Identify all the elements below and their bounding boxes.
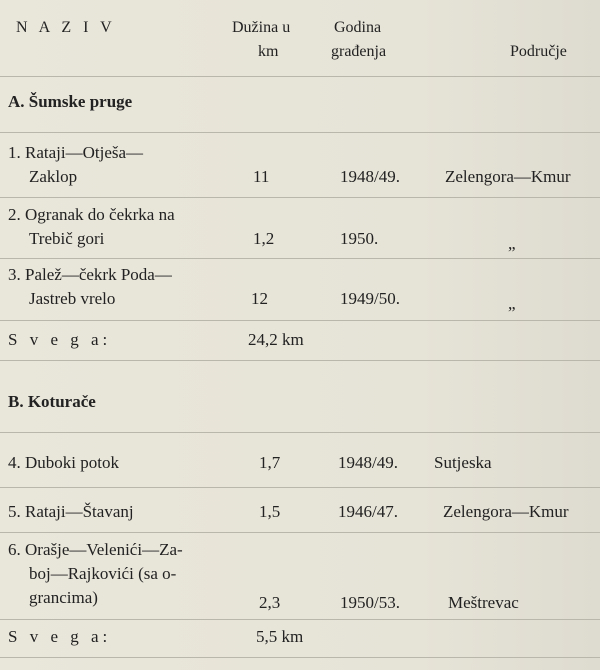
section-a-title: A. Šumske pruge bbox=[8, 92, 133, 111]
header-divider bbox=[0, 76, 600, 77]
row-divider bbox=[0, 258, 600, 259]
row-6-name-line1: 6. Orašje—Velenići—Za- bbox=[8, 540, 183, 559]
row-2-year: 1950. bbox=[340, 229, 379, 248]
row-6-length: 2,3 bbox=[259, 593, 281, 612]
row-2-length: 1,2 bbox=[253, 229, 275, 248]
row-5-length: 1,5 bbox=[259, 502, 281, 521]
row-divider bbox=[0, 619, 600, 620]
header-godina-line2: građenja bbox=[331, 43, 387, 60]
row-2-name-line2: Trebič gori bbox=[29, 229, 105, 248]
row-divider bbox=[0, 487, 600, 488]
row-divider bbox=[0, 197, 600, 198]
section-b-title: B. Koturače bbox=[8, 392, 96, 411]
row-1-name-line2: Zaklop bbox=[29, 167, 78, 186]
row-4-length: 1,7 bbox=[259, 453, 281, 472]
header-podrucje: Područje bbox=[510, 43, 567, 60]
row-divider bbox=[0, 432, 600, 433]
header-duzina-line1: Dužina u bbox=[232, 19, 291, 36]
section-b-total-value: 5,5 km bbox=[256, 627, 304, 646]
section-b-total-label: S v e g a: bbox=[8, 627, 112, 646]
row-3-length: 12 bbox=[251, 289, 268, 308]
row-divider bbox=[0, 532, 600, 533]
row-4-name: 4. Duboki potok bbox=[8, 453, 119, 472]
row-1-area: Zelengora—Kmur bbox=[445, 167, 571, 186]
row-6-name-line3: grancima) bbox=[29, 588, 98, 607]
row-1-name-line1: 1. Rataji—Otješa— bbox=[8, 143, 144, 162]
row-divider bbox=[0, 657, 600, 658]
row-3-year: 1949/50. bbox=[340, 289, 400, 308]
section-a-total-value: 24,2 km bbox=[248, 330, 304, 349]
row-5-area: Zelengora—Kmur bbox=[443, 502, 569, 521]
row-1-length: 11 bbox=[253, 167, 270, 186]
row-3-name-line1: 3. Palež—čekrk Poda— bbox=[8, 265, 172, 284]
row-2-area-ditto: „ bbox=[508, 234, 516, 253]
row-4-area: Sutjeska bbox=[434, 453, 492, 472]
row-divider bbox=[0, 360, 600, 361]
row-divider bbox=[0, 320, 600, 321]
row-6-area: Meštrevac bbox=[448, 593, 519, 612]
row-4-year: 1948/49. bbox=[338, 453, 398, 472]
row-3-area-ditto: „ bbox=[508, 294, 516, 313]
row-6-year: 1950/53. bbox=[340, 593, 400, 612]
row-5-year: 1946/47. bbox=[338, 502, 398, 521]
row-3-name-line2: Jastreb vrelo bbox=[29, 289, 116, 308]
header-godina-line1: Godina bbox=[334, 19, 382, 36]
section-a-total-label: S v e g a: bbox=[8, 330, 112, 349]
row-2-name-line1: 2. Ogranak do čekrka na bbox=[8, 205, 175, 224]
header-duzina-line2: km bbox=[258, 43, 279, 60]
row-1-year: 1948/49. bbox=[340, 167, 400, 186]
row-divider bbox=[0, 132, 600, 133]
row-5-name: 5. Rataji—Štavanj bbox=[8, 502, 134, 521]
row-6-name-line2: boj—Rajkovići (sa o- bbox=[29, 564, 177, 583]
header-naziv: N A Z I V bbox=[16, 19, 116, 36]
